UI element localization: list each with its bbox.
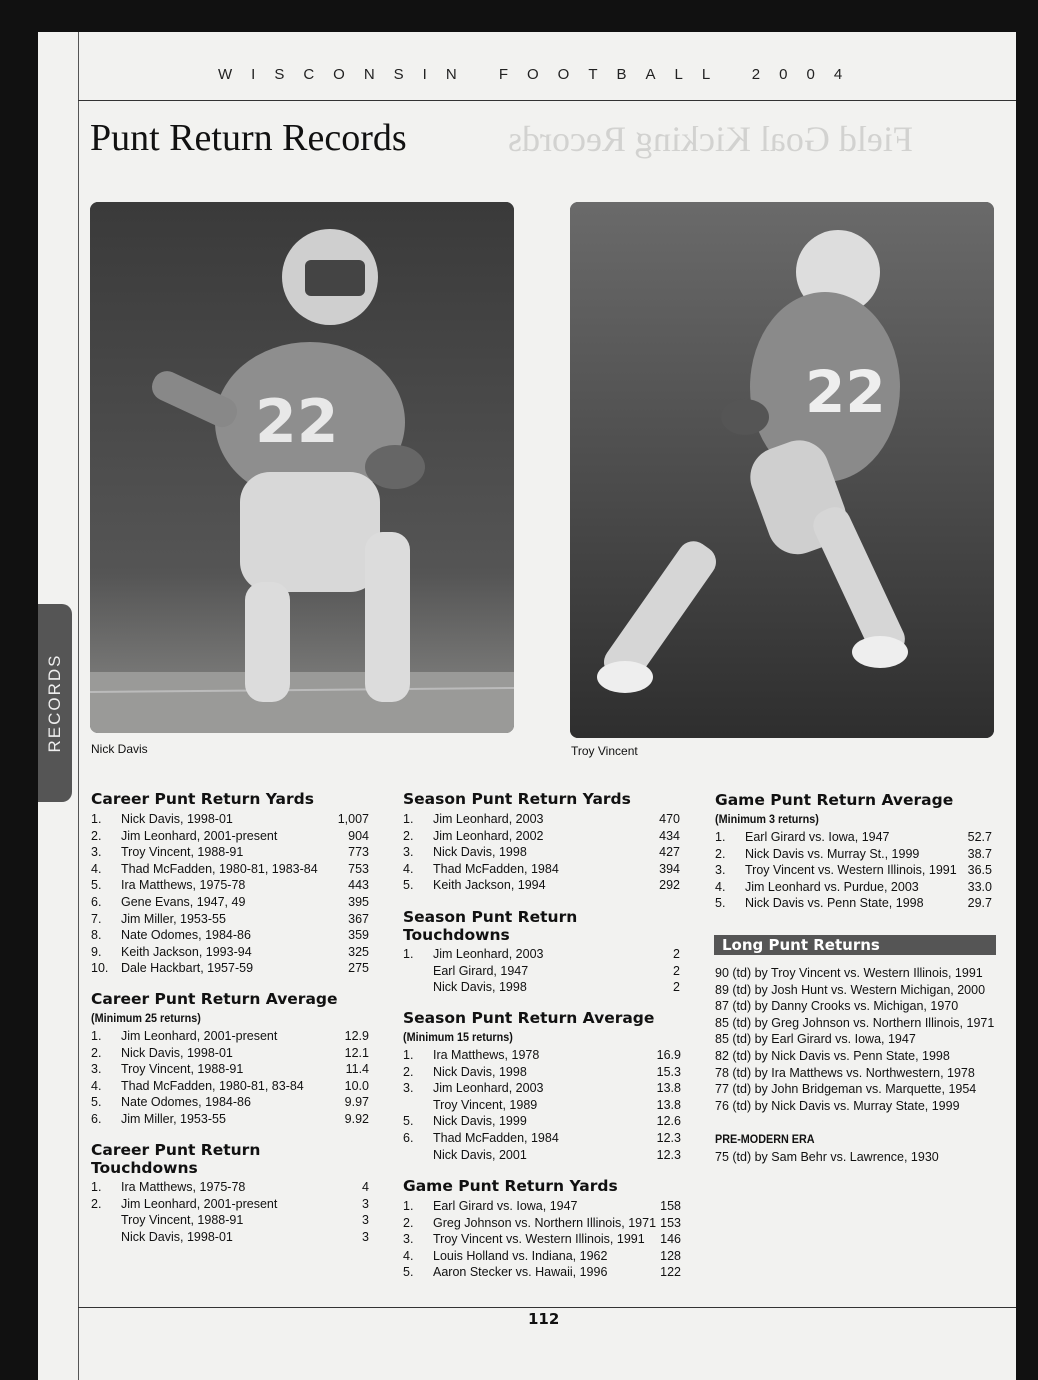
row-value: 12.1 [344, 1045, 369, 1060]
list-item: 75 (td) by Sam Behr vs. Lawrence, 1930 [715, 1150, 939, 1164]
season-td-title-line1: Season Punt Return [403, 908, 578, 926]
row-rank: 2. [403, 1064, 414, 1079]
list-item: 85 (td) by Greg Johnson vs. Northern Illinois, 1971 [715, 1015, 995, 1030]
table-row [403, 1147, 681, 1164]
table-row [91, 1229, 369, 1246]
table-row [91, 1196, 369, 1213]
table-row [403, 963, 680, 980]
list-item: 89 (td) by Josh Hunt vs. Western Michigan, 2000 [715, 982, 986, 997]
row-name: Troy Vincent vs. Western Illinois, 1991 [745, 863, 957, 878]
row-name: Nick Davis, 1998 [433, 980, 527, 995]
photo-troy-vincent [570, 202, 994, 738]
list-item: 82 (td) by Nick Davis vs. Penn State, 1998 [715, 1048, 950, 1063]
row-rank: 1. [91, 1029, 102, 1043]
row-rank: 3. [403, 1081, 414, 1096]
row-value: 2 [673, 980, 680, 995]
photo-caption-left: Nick Davis [91, 742, 148, 756]
row-rank: 1. [403, 947, 414, 961]
row-value: 395 [348, 894, 369, 909]
page-title: Punt Return Records [90, 117, 407, 159]
row-name: Dale Hackbart, 1957-59 [121, 961, 254, 976]
row-rank: 2. [91, 1045, 102, 1060]
table-row [403, 1064, 681, 1081]
row-rank: 2. [91, 828, 102, 843]
table-row [403, 811, 680, 828]
game-yards-title: Game Punt Return Yards [403, 1177, 618, 1195]
row-value: 158 [660, 1199, 681, 1213]
row-value: 470 [659, 812, 680, 826]
row-name: Jim Leonhard, 2003 [433, 1081, 544, 1096]
side-tab-label: RECORDS [45, 653, 64, 753]
header-rule [78, 100, 1016, 101]
row-value: 13.8 [656, 1097, 681, 1112]
row-value: 29.7 [967, 896, 992, 911]
row-rank: 4. [403, 1248, 414, 1263]
page-number: 112 [528, 1310, 560, 1328]
row-value: 359 [348, 928, 369, 943]
row-value: 128 [660, 1248, 681, 1263]
row-rank: 1. [403, 1048, 414, 1062]
row-rank: 1. [91, 1180, 102, 1194]
row-name: Nick Davis vs. Murray St., 1999 [745, 846, 920, 861]
row-value: 904 [348, 828, 369, 843]
svg-text:22: 22 [805, 358, 886, 426]
game-average-subtitle: (Minimum 3 returns) [715, 812, 819, 826]
row-rank: 5. [715, 896, 726, 911]
section-side-tab [38, 604, 72, 802]
row-rank: 2. [403, 828, 414, 843]
row-value: 1,007 [337, 812, 369, 826]
long-returns-list [715, 965, 1000, 1114]
row-value: 443 [348, 878, 369, 893]
table-row [403, 1215, 681, 1232]
row-value: 15.3 [656, 1064, 681, 1079]
row-value: 52.7 [967, 830, 992, 844]
career-td-table [91, 1179, 369, 1245]
row-rank: 1. [403, 1199, 414, 1213]
row-name: Earl Girard vs. Iowa, 1947 [433, 1199, 578, 1213]
row-value: 292 [659, 878, 680, 893]
row-value: 12.3 [656, 1130, 681, 1145]
row-name: Nick Davis, 1998 [433, 845, 527, 860]
table-row [403, 861, 680, 878]
table-row [91, 1179, 369, 1196]
row-name: Gene Evans, 1947, 49 [121, 894, 246, 909]
list-item: 76 (td) by Nick Davis vs. Murray State, 1999 [715, 1098, 960, 1113]
row-name: Jim Leonhard, 2001-present [121, 1029, 278, 1043]
game-average-table [715, 829, 992, 912]
table-row [91, 927, 369, 944]
table-row [403, 979, 680, 996]
table-row [91, 828, 369, 845]
row-name: Aaron Stecker vs. Hawaii, 1996 [433, 1265, 608, 1280]
row-name: Nick Davis, 2001 [433, 1147, 527, 1162]
row-rank: 3. [403, 845, 414, 860]
row-value: 3 [362, 1196, 369, 1211]
row-name: Nick Davis vs. Penn State, 1998 [745, 896, 924, 911]
photo-caption-right: Troy Vincent [571, 744, 638, 758]
row-rank: 7. [91, 911, 102, 926]
row-rank: 3. [91, 845, 102, 860]
row-rank: 3. [715, 863, 726, 878]
career-average-title: Career Punt Return Average [91, 990, 338, 1008]
row-rank: 3. [403, 1232, 414, 1247]
row-rank: 9. [91, 944, 102, 959]
career-td-title-line2: Touchdowns [91, 1159, 198, 1177]
row-value: 10.0 [344, 1078, 369, 1093]
table-row [91, 894, 369, 911]
table-row [403, 1231, 681, 1248]
season-average-title: Season Punt Return Average [403, 1009, 655, 1027]
row-value: 4 [362, 1180, 369, 1194]
row-rank: 3. [91, 1062, 102, 1077]
row-value: 367 [348, 911, 369, 926]
table-row [91, 844, 369, 861]
row-rank: 1. [403, 812, 414, 826]
game-yards-table [403, 1198, 681, 1281]
table-row [403, 877, 680, 894]
table-row [403, 1047, 681, 1064]
row-name: Earl Girard, 1947 [433, 963, 529, 978]
row-value: 434 [659, 828, 680, 843]
season-td-table [403, 946, 680, 996]
row-value: 13.8 [656, 1081, 681, 1096]
row-name: Nick Davis, 1998-01 [121, 1229, 233, 1244]
row-rank: 4. [91, 1078, 102, 1093]
long-returns-title: Long Punt Returns [714, 935, 996, 955]
footer-rule [78, 1307, 1016, 1308]
row-name: Greg Johnson vs. Northern Illinois, 1971 [433, 1215, 657, 1230]
row-value: 753 [348, 861, 369, 876]
season-average-table [403, 1047, 681, 1163]
table-row [91, 1045, 369, 1062]
row-name: Nate Odomes, 1984-86 [121, 1095, 251, 1110]
table-row [715, 846, 992, 863]
running-head: WISCONSIN FOOTBALL 2004 [218, 66, 862, 83]
row-rank: 1. [91, 812, 102, 826]
table-row [91, 877, 369, 894]
season-average-subtitle: (Minimum 15 returns) [403, 1030, 513, 1044]
row-value: 12.6 [656, 1114, 681, 1129]
row-value: 36.5 [967, 863, 992, 878]
row-value: 11.4 [345, 1062, 369, 1077]
row-name: Nick Davis, 1999 [433, 1114, 527, 1129]
table-row [403, 946, 680, 963]
row-rank: 5. [91, 878, 102, 893]
row-name: Thad McFadden, 1984 [433, 1130, 559, 1145]
row-rank: 4. [403, 861, 414, 876]
table-row [403, 1198, 681, 1215]
season-yards-title: Season Punt Return Yards [403, 790, 631, 808]
row-value: 275 [348, 961, 369, 976]
row-rank: 2. [715, 846, 726, 861]
row-rank: 4. [715, 879, 726, 894]
game-average-title: Game Punt Return Average [715, 791, 954, 809]
table-row [403, 1248, 681, 1265]
row-value: 9.97 [344, 1095, 369, 1110]
table-row [91, 944, 369, 961]
row-name: Troy Vincent, 1988-91 [121, 845, 244, 860]
row-rank: 8. [91, 928, 102, 943]
document-page [38, 32, 1016, 1380]
table-row [91, 1111, 369, 1128]
table-row [91, 1094, 369, 1111]
table-row [715, 895, 992, 912]
list-item: 90 (td) by Troy Vincent vs. Western Illinois, 1991 [715, 966, 983, 980]
table-row [403, 828, 680, 845]
row-rank: 2. [91, 1196, 102, 1211]
table-row [403, 1080, 681, 1097]
career-average-subtitle: (Minimum 25 returns) [91, 1011, 201, 1025]
season-td-title [403, 908, 577, 944]
season-yards-table [403, 811, 680, 894]
career-yards-table [91, 811, 369, 977]
table-row [403, 1264, 681, 1281]
row-value: 16.9 [656, 1048, 681, 1062]
row-name: Louis Holland vs. Indiana, 1962 [433, 1248, 608, 1263]
row-name: Jim Miller, 1953-55 [121, 1111, 226, 1126]
row-name: Troy Vincent, 1988-91 [121, 1213, 244, 1228]
table-row [91, 1212, 369, 1229]
row-name: Troy Vincent, 1988-91 [121, 1062, 244, 1077]
row-name: Earl Girard vs. Iowa, 1947 [745, 830, 890, 844]
row-name: Jim Leonhard, 2002 [433, 828, 544, 843]
premodern-list [715, 1149, 1000, 1166]
career-td-title-line1: Career Punt Return [91, 1141, 261, 1159]
row-name: Thad McFadden, 1980-81, 83-84 [121, 1078, 304, 1093]
row-rank: 5. [403, 1114, 414, 1129]
table-row [715, 862, 992, 879]
table-row [403, 1130, 681, 1147]
table-row [403, 1113, 681, 1130]
row-name: Nick Davis, 1998-01 [121, 1045, 233, 1060]
row-value: 427 [659, 845, 680, 860]
left-margin-rule [78, 32, 79, 1380]
row-rank: 6. [91, 894, 102, 909]
row-value: 2 [673, 963, 680, 978]
row-name: Troy Vincent, 1989 [433, 1097, 538, 1112]
table-row [91, 1078, 369, 1095]
season-td-title-line2: Touchdowns [403, 926, 510, 944]
row-name: Jim Leonhard, 2001-present [121, 1196, 278, 1211]
row-name: Thad McFadden, 1980-81, 1983-84 [121, 861, 318, 876]
row-rank: 10. [91, 961, 109, 976]
row-name: Jim Miller, 1953-55 [121, 911, 226, 926]
row-value: 146 [660, 1232, 681, 1247]
table-row [403, 844, 680, 861]
row-name: Ira Matthews, 1975-78 [121, 1180, 246, 1194]
table-row [91, 861, 369, 878]
list-item: 78 (td) by Ira Matthews vs. Northwestern, 1978 [715, 1065, 975, 1080]
row-rank: 2. [403, 1215, 414, 1230]
row-value: 773 [348, 845, 369, 860]
table-row [91, 1061, 369, 1078]
row-name: Ira Matthews, 1975-78 [121, 878, 246, 893]
row-name: Jim Leonhard, 2003 [433, 812, 544, 826]
row-rank: 5. [91, 1095, 102, 1110]
row-name: Nick Davis, 1998-01 [121, 812, 233, 826]
row-rank: 5. [403, 878, 414, 893]
row-name: Nate Odomes, 1984-86 [121, 928, 251, 943]
career-td-title [91, 1141, 260, 1177]
table-row [91, 811, 369, 828]
list-item: 87 (td) by Danny Crooks vs. Michigan, 1970 [715, 999, 959, 1014]
row-rank: 1. [715, 830, 726, 844]
row-name: Ira Matthews, 1978 [433, 1048, 540, 1062]
row-name: Jim Leonhard, 2003 [433, 947, 544, 961]
row-rank: 4. [91, 861, 102, 876]
career-average-table [91, 1028, 369, 1128]
row-value: 38.7 [967, 846, 992, 861]
bleed-through-title: Field Goal Kicking Records [508, 119, 913, 159]
row-name: Troy Vincent vs. Western Illinois, 1991 [433, 1232, 645, 1247]
row-value: 153 [660, 1215, 681, 1230]
table-row [91, 960, 369, 977]
row-name: Keith Jackson, 1994 [433, 878, 546, 893]
row-rank: 6. [403, 1130, 414, 1145]
row-rank: 5. [403, 1265, 414, 1280]
table-row [403, 1097, 681, 1114]
premodern-title: PRE-MODERN ERA [715, 1132, 815, 1146]
row-name: Jim Leonhard vs. Purdue, 2003 [745, 879, 919, 894]
row-name: Thad McFadden, 1984 [433, 861, 559, 876]
row-value: 12.9 [344, 1029, 369, 1043]
row-value: 9.92 [344, 1111, 369, 1126]
row-value: 122 [660, 1265, 681, 1280]
table-row [91, 911, 369, 928]
row-name: Keith Jackson, 1993-94 [121, 944, 252, 959]
row-value: 325 [348, 944, 369, 959]
row-value: 33.0 [967, 879, 992, 894]
row-value: 2 [673, 947, 680, 961]
photo-nick-davis [90, 202, 514, 733]
table-row [715, 879, 992, 896]
row-name: Nick Davis, 1998 [433, 1064, 527, 1079]
career-yards-title: Career Punt Return Yards [91, 790, 314, 808]
row-rank: 6. [91, 1111, 102, 1126]
row-value: 3 [362, 1229, 369, 1244]
svg-text:22: 22 [255, 387, 339, 457]
table-row [715, 829, 992, 846]
row-value: 12.3 [656, 1147, 681, 1162]
row-value: 394 [659, 861, 680, 876]
row-name: Jim Leonhard, 2001-present [121, 828, 278, 843]
list-item: 85 (td) by Earl Girard vs. Iowa, 1947 [715, 1032, 916, 1047]
row-value: 3 [362, 1213, 369, 1228]
table-row [91, 1028, 369, 1045]
list-item: 77 (td) by John Bridgeman vs. Marquette, 1954 [715, 1082, 977, 1097]
